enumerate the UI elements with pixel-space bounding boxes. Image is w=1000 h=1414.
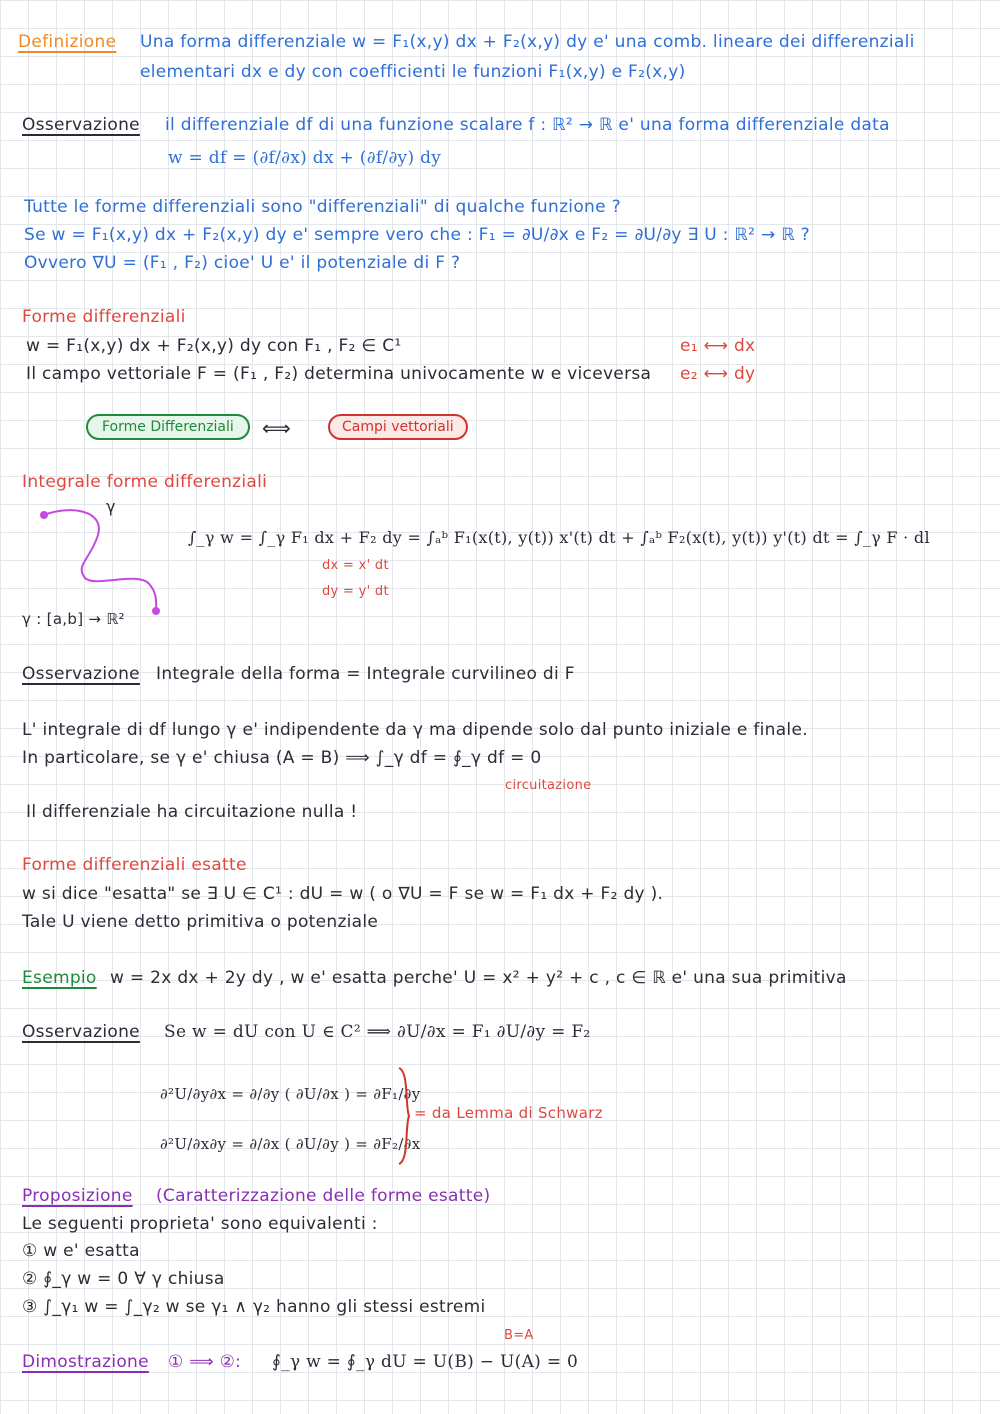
pill-campi-vettoriali: Campi vettoriali xyxy=(328,414,468,440)
oss2-line3: Il differenziale ha circuitazione nulla ! xyxy=(26,802,358,822)
prop-item-2: ② ∮_γ w = 0 ∀ γ chiusa xyxy=(22,1269,225,1289)
dim-formula: ∮_γ w = ∮_γ dU = U(B) − U(A) = 0 xyxy=(272,1352,579,1372)
oss3-schwarz-note: = da Lemma di Schwarz xyxy=(414,1104,603,1122)
dim-note: B=A xyxy=(504,1328,534,1343)
oss2-line2: In particolare, se γ e' chiusa (A = B) ⟹ ∫_γ df = ∮_γ df = 0 xyxy=(22,748,542,768)
forme-line1: w = F₁(x,y) dx + F₂(x,y) dy con F₁ , F₂ ∈ C¹ xyxy=(26,336,402,356)
gamma-label: γ xyxy=(106,497,116,516)
forme-line2: Il campo vettoriale F = (F₁ , F₂) determina univocamente w e viceversa xyxy=(26,364,652,384)
brace-icon xyxy=(395,1066,413,1166)
integrale-note-dy: dy = y' dt xyxy=(322,584,389,599)
definizione-title: Definizione xyxy=(18,32,117,52)
definizione-line1: Una forma differenziale w = F₁(x,y) dx + F₂(x,y) dy e' una comb. lineare dei differenziali xyxy=(140,32,915,52)
oss2-text: Integrale della forma = Integrale curvilineo di F xyxy=(156,664,575,684)
forme-map2: e₂ ⟷ dy xyxy=(680,364,756,384)
esatte-line1: w si dice "esatta" se ∃ U ∈ C¹ : dU = w ( o ∇U = F se w = F₁ dx + F₂ dy ). xyxy=(22,884,664,904)
gamma-domain: γ : [a,b] → ℝ² xyxy=(22,610,125,628)
dim-title: Dimostrazione xyxy=(22,1352,149,1372)
oss3-eq1: ∂²U/∂y∂x = ∂/∂y ( ∂U/∂x ) = ∂F₁/∂y xyxy=(160,1085,421,1103)
domanda-line2: Se w = F₁(x,y) dx + F₂(x,y) dy e' sempre vero che : F₁ = ∂U/∂x e F₂ = ∂U/∂y ∃ U : ℝ² → ℝ ? xyxy=(24,225,811,245)
integrale-note-dx: dx = x' dt xyxy=(322,558,389,573)
integrale-formula: ∫_γ w = ∫_γ F₁ dx + F₂ dy = ∫ₐᵇ F₁(x(t), y(t)) x'(t) dt + ∫ₐᵇ F₂(x(t), y(t)) y'(t) dt = ∫_γ F · dl xyxy=(188,528,930,547)
prop-item-1: ① w e' esatta xyxy=(22,1241,140,1261)
esempio-text: w = 2x dx + 2y dy , w e' esatta perche' U = x² + y² + c , c ∈ ℝ e' una sua primitiva xyxy=(110,968,847,988)
oss1-line1: il differenziale df di una funzione scalare f : ℝ² → ℝ e' una forma differenziale data xyxy=(165,115,890,135)
esempio-title: Esempio xyxy=(22,968,97,988)
domanda-line3: Ovvero ∇U = (F₁ , F₂) cioe' U e' il potenziale di F ? xyxy=(24,253,461,273)
prop-subtitle: (Caratterizzazione delle forme esatte) xyxy=(156,1186,491,1206)
prop-title: Proposizione xyxy=(22,1186,133,1206)
oss3-eq2: ∂²U/∂x∂y = ∂/∂x ( ∂U/∂y ) = ∂F₂/∂x xyxy=(160,1135,421,1153)
forme-title: Forme differenziali xyxy=(22,307,186,327)
equivalence-arrow: ⟺ xyxy=(262,416,291,440)
oss2-title: Osservazione xyxy=(22,664,140,684)
forme-map1: e₁ ⟷ dx xyxy=(680,336,756,356)
prop-intro: Le seguenti proprieta' sono equivalenti : xyxy=(22,1214,378,1234)
integrale-title: Integrale forme differenziali xyxy=(22,472,268,492)
dim-step: ① ⟹ ②: xyxy=(168,1352,242,1372)
esatte-title: Forme differenziali esatte xyxy=(22,855,247,875)
esatte-line2: Tale U viene detto primitiva o potenziale xyxy=(22,912,379,932)
oss1-title: Osservazione xyxy=(22,115,140,135)
oss2-circuitazione: circuitazione xyxy=(505,778,592,793)
domanda-line1: Tutte le forme differenziali sono "differenziali" di qualche funzione ? xyxy=(24,197,621,217)
prop-item-3: ③ ∫_γ₁ w = ∫_γ₂ w se γ₁ ∧ γ₂ hanno gli stessi estremi xyxy=(22,1297,486,1317)
oss3-title: Osservazione xyxy=(22,1022,140,1042)
oss1-line2: w = df = (∂f/∂x) dx + (∂f/∂y) dy xyxy=(168,148,442,168)
definizione-line2: elementari dx e dy con coefficienti le funzioni F₁(x,y) e F₂(x,y) xyxy=(140,62,686,82)
oss2-line1: L' integrale di df lungo γ e' indipendente da γ ma dipende solo dal punto iniziale e finale. xyxy=(22,720,808,740)
pill-forme-differenziali: Forme Differenziali xyxy=(86,414,250,440)
oss3-text: Se w = dU con U ∈ C² ⟹ ∂U/∂x = F₁ ∂U/∂y = F₂ xyxy=(164,1022,591,1042)
curve-gamma-icon xyxy=(30,500,170,620)
